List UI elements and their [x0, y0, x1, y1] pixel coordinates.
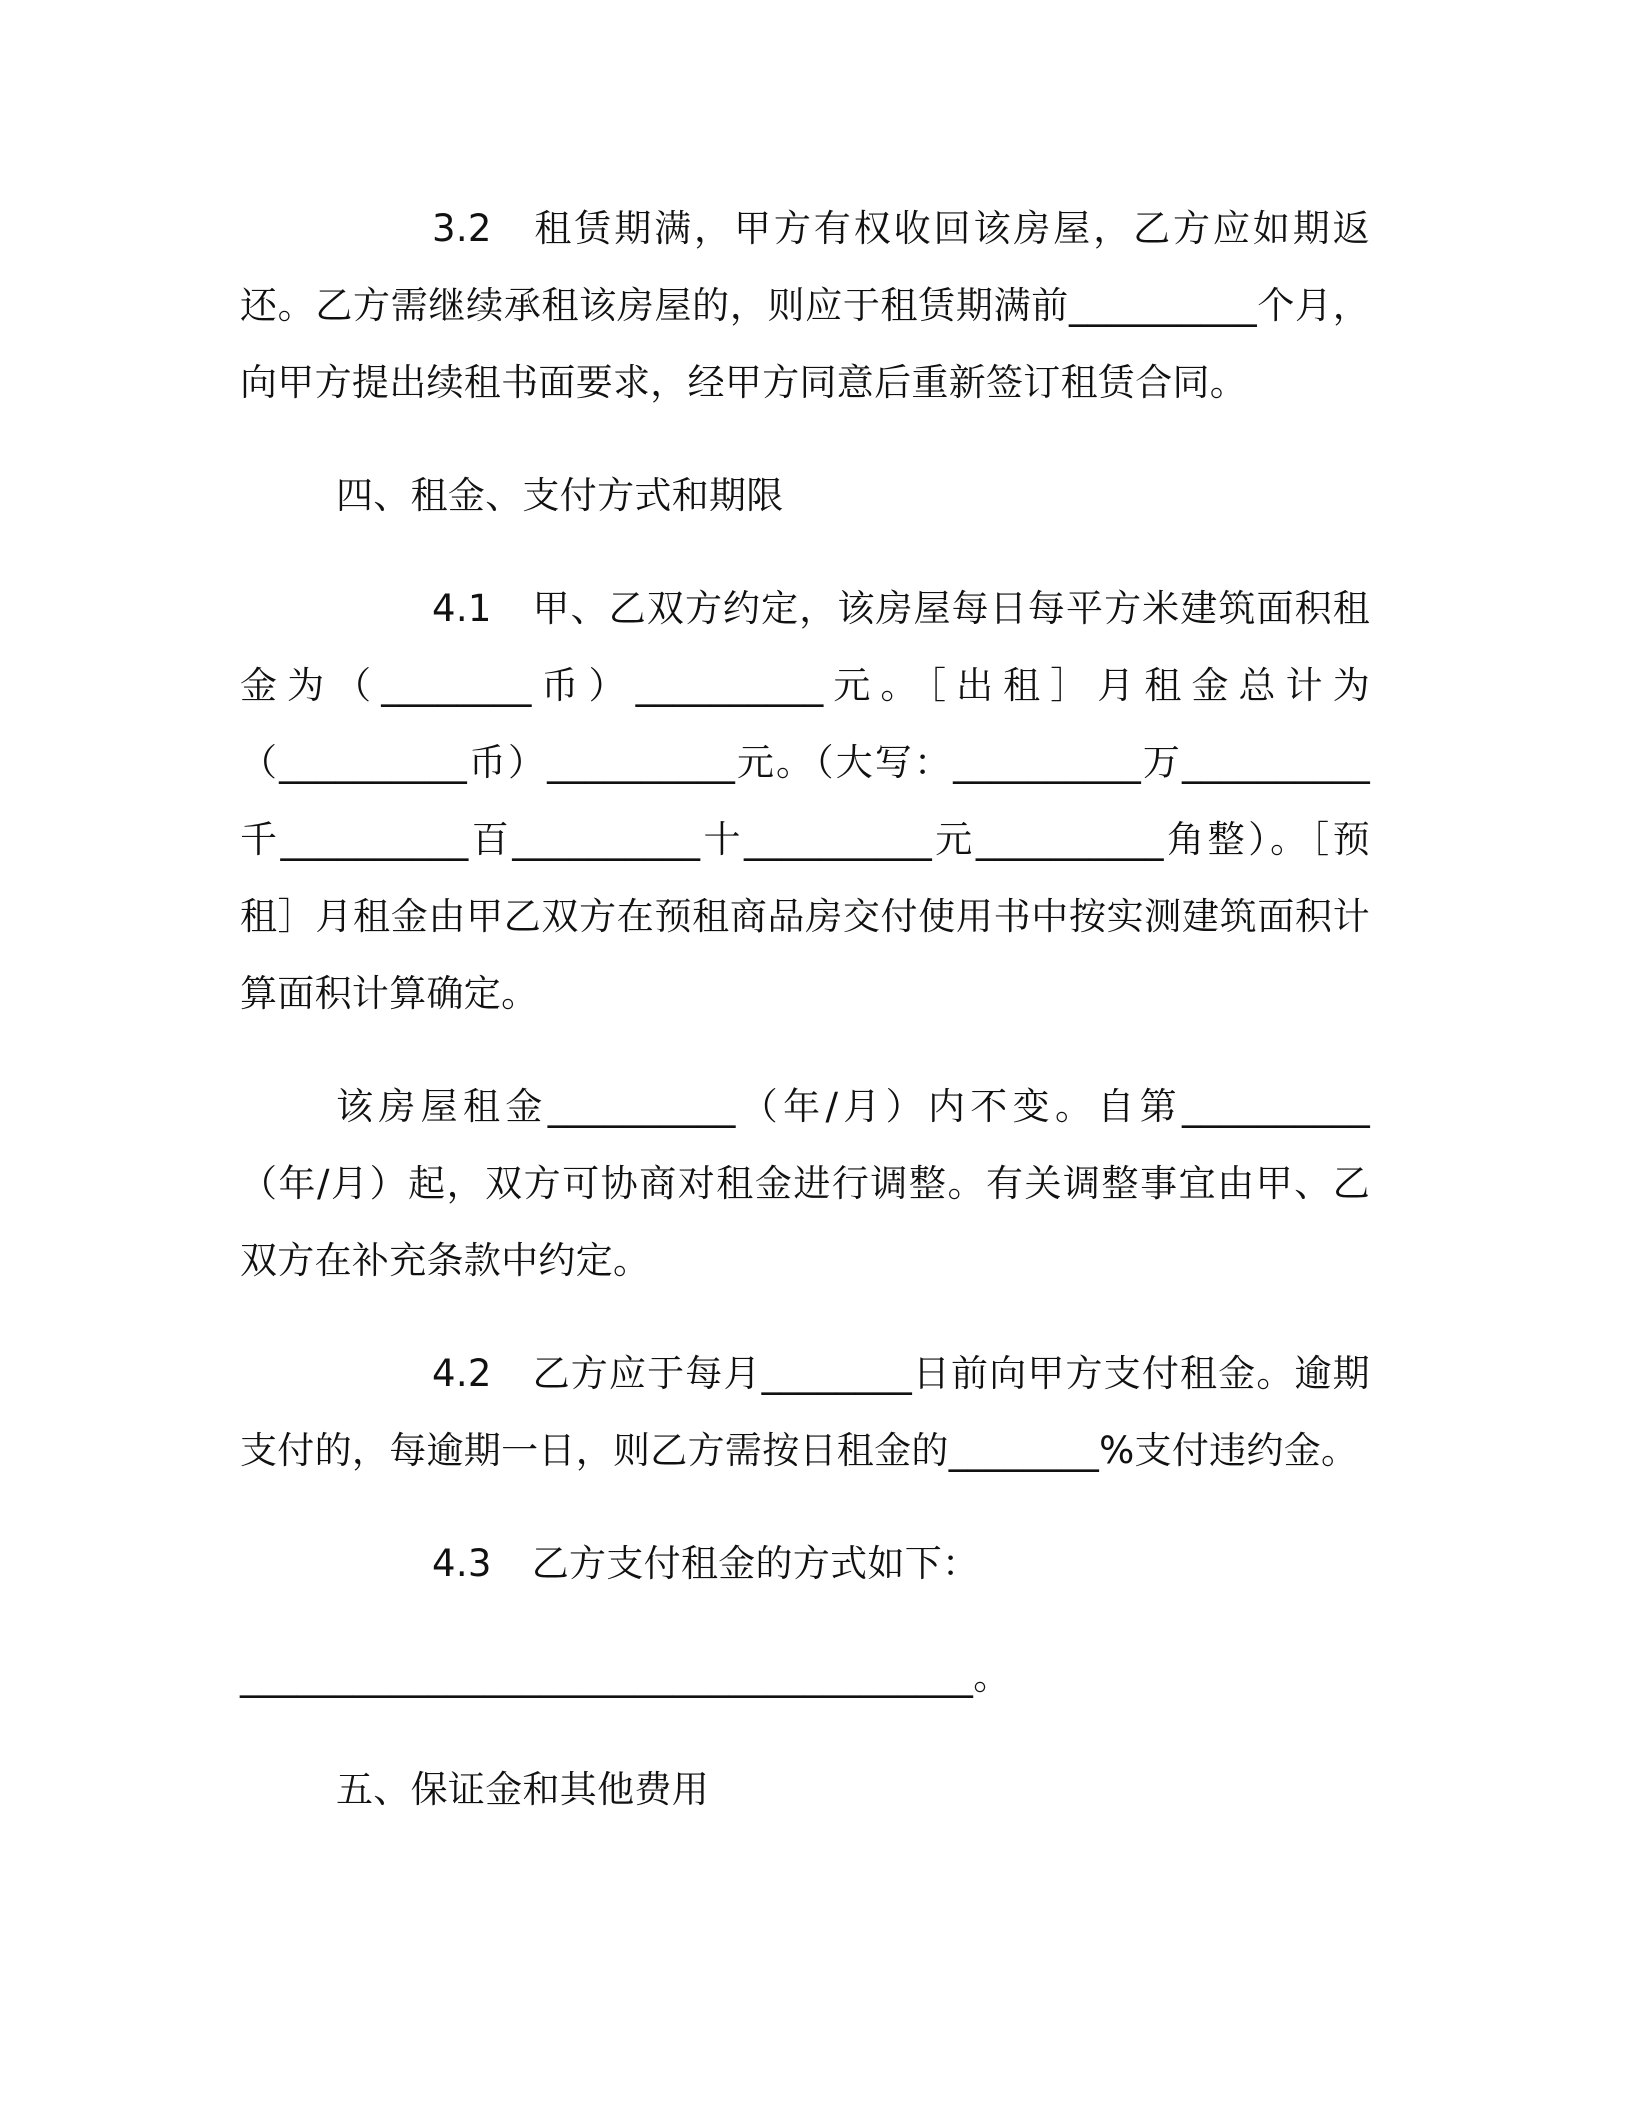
clause-number: 4.2 — [432, 1352, 492, 1395]
clause-4-2 — [240, 1335, 1370, 1489]
clause-text: 租赁期满，甲方有权收回该房屋，乙方应如期返还。乙方需继续承租该房屋的，则应于租赁期满前__________个月，向甲方提出续租书面要求，经甲方同意后重新签订租赁合同。 — [240, 207, 1370, 404]
section-heading-5: 五、保证金和其他费用 — [336, 1768, 709, 1811]
payment-method-blank: _______________________________________。 — [240, 1655, 1011, 1698]
clause-4-3 — [240, 1525, 1370, 1602]
document-body — [240, 190, 1370, 1864]
section-heading-4: 四、租金、支付方式和期限 — [336, 474, 784, 517]
clause-4-1 — [240, 570, 1370, 1032]
clause-text: 甲、乙双方约定，该房屋每日每平方米建筑面积租金为（________币）__________元。［出租］月租金总计为（__________币）__________元。（大写：__________万__________千__________百__________十__________元__________角整）。［预租］月租金由甲乙双方在预租商品房交付使用书中按实测建筑面积计算面积计算确定。 — [240, 587, 1370, 1015]
clause-number: 4.3 — [432, 1542, 492, 1585]
clause-3-2 — [240, 190, 1370, 421]
clause-text: 乙方应于每月________日前向甲方支付租金。逾期支付的，每逾期一日，则乙方需按日租金的________%支付违约金。 — [240, 1352, 1370, 1472]
clause-4-1-rent-adjustment: 该房屋租金__________（年/月）内不变。自第__________（年/月）起，双方可协商对租金进行调整。有关调整事宜由甲、乙双方在补充条款中约定。 — [240, 1085, 1370, 1282]
clause-number: 4.1 — [432, 587, 492, 630]
clause-text: 乙方支付租金的方式如下： — [531, 1542, 980, 1585]
clause-number: 3.2 — [432, 207, 492, 250]
